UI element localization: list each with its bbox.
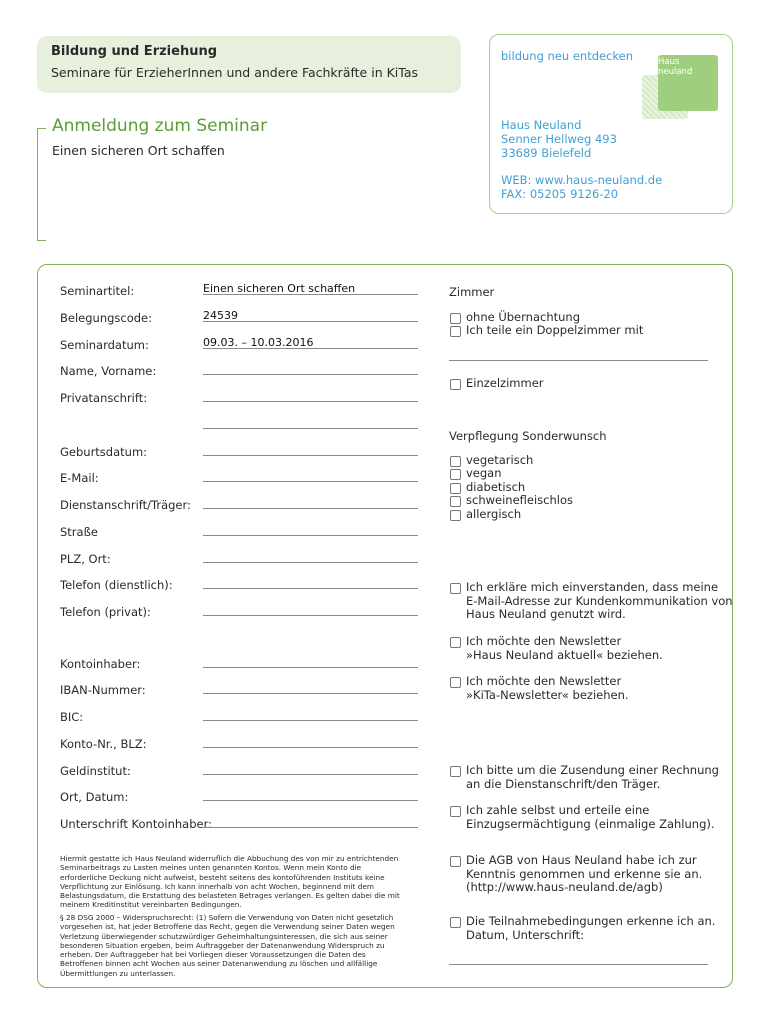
field-value[interactable]: 24539	[203, 309, 238, 322]
consent-label: Ich zahle selbst und erteile eine Einzugsermächtigung (einmalige Zahlung).	[466, 803, 715, 831]
field-value[interactable]: Einen sicheren Ort schaffen	[203, 282, 356, 295]
field-line[interactable]	[203, 455, 418, 456]
direct-debit-text: Hiermit gestatte ich Haus Neuland widerruflich die Abbuchung des von mir zu entrichtenden Seminarbeitrags zu Lasten meines unten genannten Kontos. Wenn mein Konto die erforderliche Deckung nicht aufweist, besteht seitens des kontoführenden Instituts keine Verpflichtung zur Einlösung. Ich kann innerhalb von acht Wochen, beginnend mit dem Belastungsdatum, die Erstattung des belasteten Betrages verlangen. Es gelten dabei die mit meinem Kreditinstitut vereinbarten Bedingungen.	[60, 854, 400, 910]
field-label: Dienstanschrift/Träger:	[60, 498, 191, 512]
field-label: Seminartitel:	[60, 284, 135, 298]
address-street: Senner Hellweg 493	[501, 132, 617, 146]
field-label: Telefon (dienstlich):	[60, 578, 173, 592]
field-label: Name, Vorname:	[60, 364, 157, 378]
consent-label: Die Teilnahmebedingungen erkenne ich an. Datum, Unterschrift:	[466, 914, 716, 942]
room-heading: Zimmer	[449, 285, 495, 299]
form-subtitle: Einen sicheren Ort schaffen	[52, 143, 225, 158]
diet-option-checkbox[interactable]	[450, 469, 461, 480]
diet-heading: Verpflegung Sonderwunsch	[449, 429, 607, 443]
field-line[interactable]	[203, 720, 418, 721]
field-label: Konto-Nr., BLZ:	[60, 737, 147, 751]
field-label: IBAN-Nummer:	[60, 683, 146, 697]
consent-label: Die AGB von Haus Neuland habe ich zur Kenntnis genommen und erkenne sie an. (http://www.haus-neuland.de/agb)	[466, 853, 703, 894]
double-room-partner-line[interactable]	[449, 360, 708, 361]
consent-label: Ich erkläre mich einverstanden, dass meine E-Mail-Adresse zur Kundenkommunikation von Haus Neuland genutzt wird.	[466, 580, 733, 621]
field-line[interactable]	[203, 401, 418, 402]
field-label: BIC:	[60, 710, 84, 724]
field-label: Unterschrift Kontoinhaber:	[60, 817, 212, 831]
logo-text: Haus neuland	[658, 57, 693, 77]
field-line[interactable]	[203, 693, 418, 694]
diet-option-label: vegetarisch	[466, 453, 534, 467]
diet-option-checkbox[interactable]	[450, 496, 461, 507]
form-title: Anmeldung zum Seminar	[52, 116, 268, 136]
field-label: Seminardatum:	[60, 338, 149, 352]
diet-option-label: diabetisch	[466, 480, 526, 494]
field-line[interactable]	[203, 774, 418, 775]
address-city: 33689 Bielefeld	[501, 146, 592, 160]
field-label: Telefon (privat):	[60, 605, 151, 619]
participation-signature-line[interactable]	[449, 964, 708, 965]
field-label: Straße	[60, 525, 98, 539]
field-line[interactable]	[203, 374, 418, 375]
field-line[interactable]	[203, 562, 418, 563]
address-box	[489, 34, 733, 214]
consent-checkbox[interactable]	[450, 856, 461, 867]
field-line[interactable]	[203, 294, 418, 295]
field-line[interactable]	[203, 747, 418, 748]
field-label: Kontoinhaber:	[60, 657, 141, 671]
address-fax: FAX: 05205 9126-20	[501, 187, 619, 201]
room-option-label: Einzelzimmer	[466, 376, 544, 390]
consent-checkbox[interactable]	[450, 583, 461, 594]
field-line[interactable]	[203, 321, 418, 322]
slogan: bildung neu entdecken	[501, 49, 634, 63]
field-label: E-Mail:	[60, 471, 99, 485]
field-line[interactable]	[203, 508, 418, 509]
room-option-checkbox[interactable]	[450, 326, 461, 337]
field-line[interactable]	[203, 535, 418, 536]
room-option-checkbox[interactable]	[450, 379, 461, 390]
room-option-label: Ich teile ein Doppelzimmer mit	[466, 323, 644, 337]
header-subtitle: Seminare für ErzieherInnen und andere Fachkräfte in KiTas	[51, 65, 418, 80]
diet-option-checkbox[interactable]	[450, 510, 461, 521]
field-line[interactable]	[203, 800, 418, 801]
field-line[interactable]	[203, 348, 418, 349]
consent-label: Ich bitte um die Zusendung einer Rechnung an die Dienstanschrift/den Träger.	[466, 763, 719, 791]
diet-option-checkbox[interactable]	[450, 456, 461, 467]
consent-label: Ich möchte den Newsletter »KiTa-Newsletter« beziehen.	[466, 674, 629, 702]
field-label: Geburtsdatum:	[60, 445, 148, 459]
field-label: Privatanschrift:	[60, 391, 148, 405]
consent-checkbox[interactable]	[450, 637, 461, 648]
field-line[interactable]	[203, 827, 418, 828]
title-bracket	[37, 128, 46, 241]
data-protection-text: § 28 DSG 2000 – Widerspruchsrecht: (1) Sofern die Verwendung von Daten nicht gesetzlich vorgesehen ist, hat jeder Betroffene das Recht, gegen die Verwendung seiner Daten wegen Verletzung überwiegender schutzwürdiger Geheimhaltungsinteressen, die sich aus seiner besonderen Situation ergeben, beim Auftraggeber der Datenanwendung Widerspruch zu erheben. Der Auftraggeber hat bei Vorliegen dieser Voraussetzungen die Daten des Betroffenen binnen acht Wochen aus seiner Datenanwendung zu löschen und allfällige Übermittlungen zu unterlassen.	[60, 913, 395, 978]
diet-option-checkbox[interactable]	[450, 483, 461, 494]
consent-label: Ich möchte den Newsletter »Haus Neuland aktuell« beziehen.	[466, 634, 663, 662]
consent-checkbox[interactable]	[450, 917, 461, 928]
diet-option-label: schweinefleischlos	[466, 493, 573, 507]
diet-option-label: allergisch	[466, 507, 522, 521]
haus-neuland-logo	[658, 55, 718, 111]
consent-checkbox[interactable]	[450, 806, 461, 817]
field-line[interactable]	[203, 481, 418, 482]
consent-checkbox[interactable]	[450, 766, 461, 777]
field-value[interactable]: 09.03. – 10.03.2016	[203, 336, 314, 349]
room-option-checkbox[interactable]	[450, 313, 461, 324]
diet-option-label: vegan	[466, 466, 502, 480]
address-name: Haus Neuland	[501, 118, 582, 132]
field-label: Geldinstitut:	[60, 764, 131, 778]
room-option-label: ohne Übernachtung	[466, 310, 580, 324]
field-line-extra[interactable]	[203, 428, 418, 429]
field-label: PLZ, Ort:	[60, 552, 111, 566]
field-label: Belegungscode:	[60, 311, 153, 325]
field-line[interactable]	[203, 615, 418, 616]
header-banner	[37, 36, 461, 93]
address-web[interactable]: WEB: www.haus-neuland.de	[501, 173, 663, 187]
header-title: Bildung und Erziehung	[51, 44, 218, 59]
consent-checkbox[interactable]	[450, 677, 461, 688]
field-label: Ort, Datum:	[60, 790, 129, 804]
field-line[interactable]	[203, 667, 418, 668]
field-line[interactable]	[203, 588, 418, 589]
